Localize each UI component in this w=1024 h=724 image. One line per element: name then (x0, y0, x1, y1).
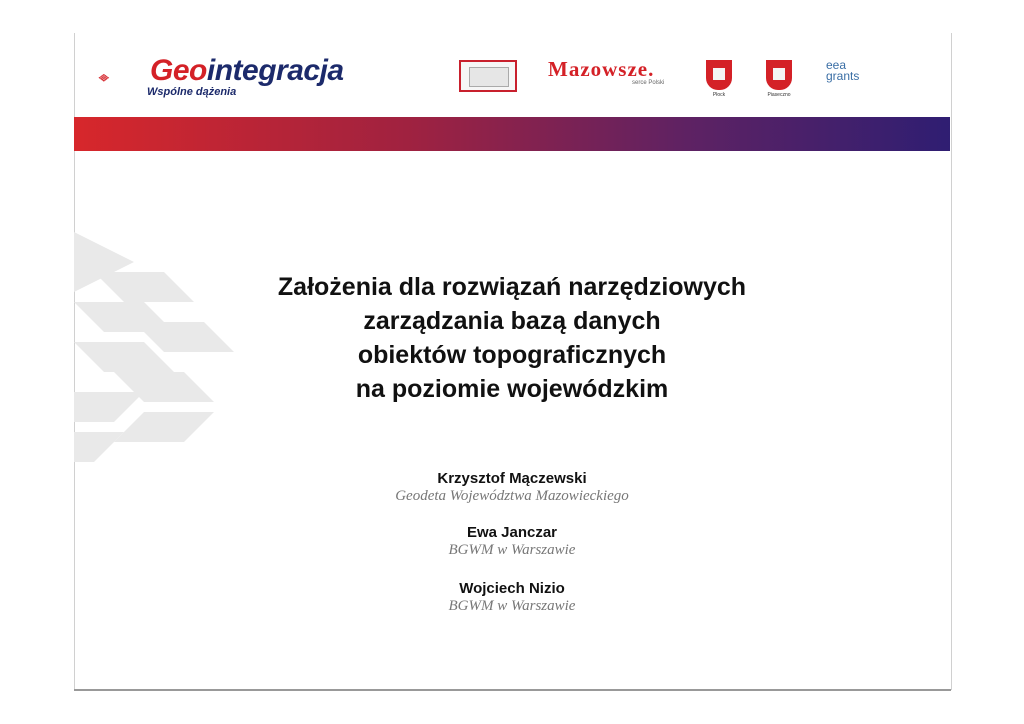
mazowsze-name: Mazowsze. (548, 57, 655, 81)
title-line: Założenia dla rozwiązań narzędziowych (277, 273, 747, 301)
plock-crest-logo (706, 60, 732, 98)
footer-divider (74, 689, 951, 691)
author-name: Ewa Janczar (466, 524, 558, 541)
author-name: Wojciech Nizio (459, 580, 565, 597)
brand-name (150, 56, 344, 86)
geointegracja-logo-icon (98, 55, 154, 101)
title-line: zarządzania bazą danych (363, 307, 661, 335)
author-entry (250, 580, 774, 615)
piaseczno-label: Piaseczno (767, 92, 791, 98)
plock-label: Płock (712, 92, 726, 98)
eea-line2: grants (826, 69, 860, 83)
title-line: na poziomie wojewódzkim (355, 375, 669, 403)
author-role: Geodeta Województwa Mazowieckiego (395, 488, 629, 504)
eea-line1: eea (826, 58, 847, 72)
eea-grants-logo (826, 60, 859, 82)
title-line: obiektów topograficznych (357, 341, 667, 369)
author-entry (250, 524, 774, 559)
poland-map-logo-icon (459, 60, 517, 92)
piaseczno-crest-logo (766, 60, 792, 98)
plock-crest-icon (706, 60, 732, 90)
mazowsze-logo (548, 57, 665, 86)
piaseczno-crest-icon (766, 60, 792, 90)
author-entry (250, 470, 774, 505)
mazowsze-tagline: serce Polski (632, 80, 665, 86)
header-gradient-band (74, 117, 950, 151)
author-role: BGWM w Warszawie (448, 598, 576, 614)
author-name: Krzysztof Mączewski (437, 470, 587, 487)
brand-name-rest: integracja (206, 54, 344, 87)
brand-tagline: Wspólne dążenia (147, 86, 237, 98)
slide-title (150, 270, 874, 406)
author-role: BGWM w Warszawie (448, 542, 576, 558)
brand-name-colored: Geo (150, 54, 207, 87)
